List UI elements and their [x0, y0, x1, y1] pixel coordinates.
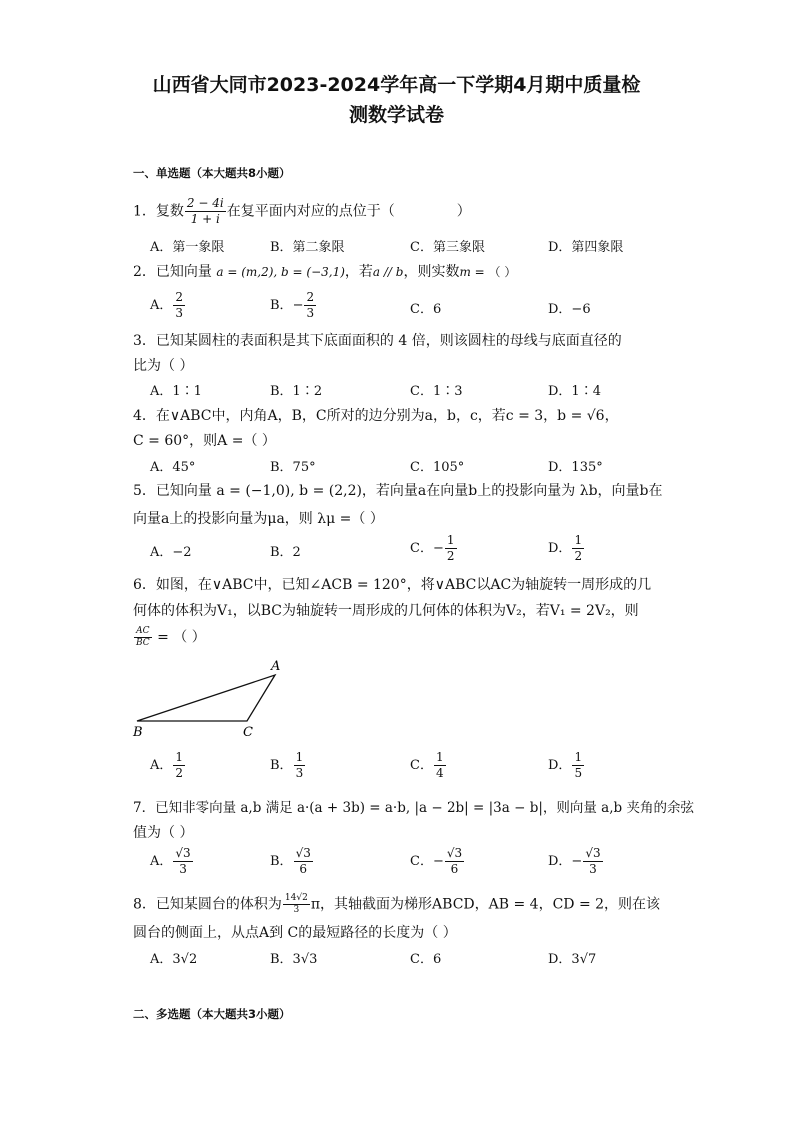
q1-frac-den: 1 + i	[190, 212, 220, 226]
q2-a-den: 3	[175, 306, 184, 320]
q6-ratio	[134, 626, 152, 649]
q6-a-den: 2	[175, 766, 184, 780]
q3-option-b[interactable]: B．1∶2	[270, 384, 323, 399]
q2-after: ，则实数	[403, 264, 460, 280]
q7-b-den: 6	[299, 862, 308, 876]
question-6-line1: 6．如图，在∨ABC中，已知∠ACB = 120°，将∨ABC以AC为轴旋转一周形成的几	[133, 577, 652, 593]
q5-option-b[interactable]: B．2	[270, 545, 301, 560]
q5-c-num: 1	[446, 533, 455, 547]
question-8-line1	[133, 893, 660, 916]
exam-title-line2: 测数学试卷	[348, 104, 444, 126]
q2-b-sign: −	[292, 298, 304, 313]
q5-option-c[interactable]: C．− $\frac{1}{2}$	[410, 533, 455, 563]
q4-option-b[interactable]: B．75°	[270, 460, 316, 475]
q6-ratio-num: AC	[136, 626, 150, 636]
q2-option-b[interactable]: B．− $\frac{2}{3}$	[270, 290, 315, 320]
q1-option-b[interactable]: B．第二象限	[270, 240, 345, 255]
q2-var: m	[459, 265, 471, 279]
q6-option-d[interactable]: D． $\frac{1}{5}$	[548, 750, 583, 780]
question-7-line2: 值为（ ）	[133, 825, 194, 841]
q7-option-c[interactable]: C．− $\frac{√3}{6}$	[410, 846, 463, 876]
question-4-line2: C = 60°，则A =（ ）	[133, 433, 276, 449]
question-2	[133, 261, 516, 281]
q1-option-a[interactable]: A．第一象限	[150, 240, 225, 255]
q2-option-c[interactable]: C．6	[410, 302, 442, 317]
q8-option-a[interactable]: A．3√2	[150, 952, 198, 967]
q6-a-num: 1	[175, 750, 184, 764]
question-7-line1: 7．已知非零向量 a,b 满足 a·(a + 3b) = a·b, |a − 2b| = |3a − b|，则向量 a,b 夹角的余弦	[133, 800, 694, 816]
section-multi-choice: 二、多选题（本大题共3小题）	[133, 1007, 291, 1021]
q8-suffix: π，其轴截面为梯形ABCD，AB = 4，CD = 2，则在该	[310, 896, 661, 913]
q1-prefix: 1．复数	[133, 203, 184, 220]
q6-c-den: 4	[435, 766, 444, 780]
triangle-figure	[130, 655, 290, 740]
q1-frac-num: 2 − 4i	[186, 196, 224, 210]
q3-option-a[interactable]: A．1∶1	[150, 384, 202, 399]
vertex-label-a: A	[271, 659, 281, 674]
q1-suffix: 在复平面内对应的点位于（	[226, 203, 395, 220]
q8-option-d[interactable]: D．3√7	[548, 952, 597, 967]
q4-option-a[interactable]: A．45°	[150, 460, 196, 475]
question-5-line2: 向量a上的投影向量为μa，则 λμ =（ ）	[133, 511, 384, 527]
q6-c-num: 1	[435, 750, 444, 764]
q6-tail: = （ ）	[152, 629, 206, 646]
q2-a-num: 2	[175, 290, 184, 304]
q7-option-d[interactable]: D．− $\frac{√3}{3}$	[548, 846, 601, 876]
q1-option-c[interactable]: C．第三象限	[410, 240, 485, 255]
q6-option-c[interactable]: C． $\frac{1}{4}$	[410, 750, 444, 780]
q1-option-d[interactable]: D．第四象限	[548, 240, 624, 255]
q8-volume	[283, 893, 310, 916]
q7-a-den: 3	[179, 862, 187, 876]
question-1	[133, 196, 471, 227]
q5-d-den: 2	[574, 549, 583, 563]
q7-option-b[interactable]: B． $\frac{√3}{6}$	[270, 846, 311, 876]
q7-c-num: √3	[446, 846, 463, 860]
q5-c-den: 2	[446, 549, 455, 563]
q5-c-sign: −	[432, 541, 444, 556]
q5-option-a[interactable]: A．−2	[150, 545, 192, 560]
q6-b-den: 3	[295, 766, 304, 780]
q7-d-den: 3	[589, 862, 597, 876]
question-6-line2: 何体的体积为V₁，以BC为轴旋转一周形成的几何体的体积为V₂，若V₁ = 2V₂，则	[133, 603, 639, 619]
q2-b-num: 2	[306, 290, 315, 304]
q6-d-num: 1	[574, 750, 583, 764]
q6-ratio-den: BC	[136, 638, 150, 648]
q7-b-num: √3	[295, 846, 311, 860]
question-4-line1: 4．在∨ABC中，内角A，B，C所对的边分别为a，b，c，若c = 3，b = √6，	[133, 408, 619, 424]
question-6-line3	[133, 626, 206, 649]
question-8-line2: 圆台的侧面上，从点A到 C的最短路径的长度为（ ）	[133, 925, 457, 941]
q2-tail: = （ ）	[470, 265, 517, 279]
q7-c-den: 6	[450, 862, 459, 876]
q8-option-b[interactable]: B．3√3	[270, 952, 318, 967]
q6-option-b[interactable]: B． $\frac{1}{3}$	[270, 750, 304, 780]
section-single-choice: 一、单选题（本大题共8小题）	[133, 166, 291, 180]
q4-option-d[interactable]: D．135°	[548, 460, 603, 475]
q8-option-c[interactable]: C．6	[410, 952, 442, 967]
q8-vol-den: 3	[293, 905, 300, 915]
q4-option-c[interactable]: C．105°	[410, 460, 465, 475]
q5-option-d[interactable]: D． $\frac{1}{2}$	[548, 533, 583, 563]
vertex-label-b: B	[133, 725, 143, 740]
q6-b-num: 1	[295, 750, 304, 764]
q2-option-d[interactable]: D．−6	[548, 302, 591, 317]
q2-parallel: a // b	[372, 265, 404, 279]
q3-option-c[interactable]: C．1∶3	[410, 384, 463, 399]
q5-d-num: 1	[574, 533, 583, 547]
q2-option-a[interactable]: A． $\frac{2}{3}$	[150, 290, 184, 320]
q7-option-a[interactable]: A． $\frac{√3}{3}$	[150, 846, 191, 876]
q1-close: ）	[456, 203, 471, 220]
triangle-abc	[137, 675, 275, 721]
q7-a-num: √3	[175, 846, 191, 860]
q1-fraction	[185, 196, 226, 227]
q2-vectors: a = (m,2), b = (−3,1)	[216, 265, 345, 279]
q8-vol-num: 14√2	[284, 893, 308, 903]
q6-d-den: 5	[574, 766, 583, 780]
q2-mid: ，若	[344, 264, 373, 280]
q3-option-d[interactable]: D．1∶4	[548, 384, 601, 399]
q6-option-a[interactable]: A． $\frac{1}{2}$	[150, 750, 184, 780]
vertex-label-c: C	[243, 725, 253, 740]
q2-prefix: 2．已知向量	[133, 264, 212, 280]
question-3-line1: 3．已知某圆柱的表面积是其下底面面积的 4 倍，则该圆柱的母线与底面直径的	[133, 333, 622, 349]
question-3-line2: 比为（ ）	[133, 358, 194, 374]
q8-prefix: 8．已知某圆台的体积为	[133, 896, 282, 913]
q7-d-num: √3	[585, 846, 601, 860]
question-5-line1: 5．已知向量 a = (−1,0), b = (2,2)，若向量a在向量b上的投影向量为 λb，向量b在	[133, 483, 663, 499]
exam-title-line1: 山西省大同市2023-2024学年高一下学期4月期中质量检	[152, 74, 641, 96]
q2-b-den: 3	[306, 306, 315, 320]
